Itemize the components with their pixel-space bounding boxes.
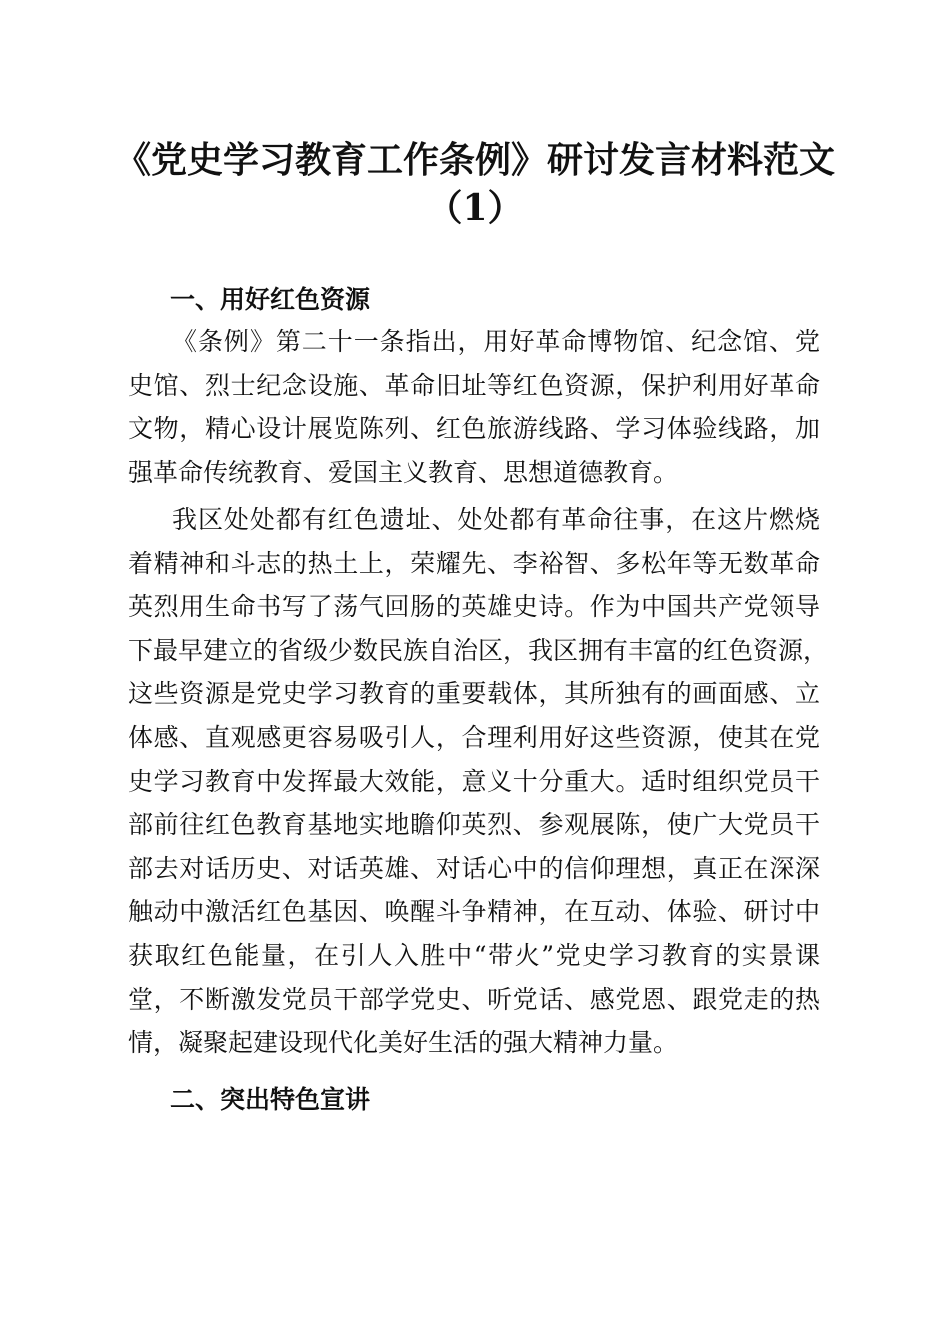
paragraph-line: 情，凝聚起建设现代化美好生活的强大精神力量。 [128,1028,679,1058]
paragraph-line: 英烈用生命书写了荡气回肠的英雄史诗。作为中国共产党领导 [128,592,820,622]
paragraph-line: 堂，不断激发党员干部学党史、听党话、感党恩、跟党走的热 [128,984,820,1014]
paragraph-line: 强革命传统教育、爱国主义教育、思想道德教育。 [128,457,679,487]
document-title-line-1: 《党史学习教育工作条例》研讨发言材料范文 [114,139,835,181]
paragraph-line: 《条例》第二十一条指出，用好革命博物馆、纪念馆、党 [172,327,820,356]
paragraph-line: 下最早建立的省级少数民族自治区，我区拥有丰富的红色资源， [128,635,829,665]
paragraph-line: 着精神和斗志的热土上，荣耀先、李裕智、多松年等无数革命 [128,548,820,578]
paragraph-line: 获取红色能量，在引人入胜中“带火”党史学习教育的实景课 [128,940,820,970]
paragraph-line: 我区处处都有红色遗址、处处都有革命往事，在这片燃烧 [172,505,820,534]
document-title-line-2: （1） [426,187,524,229]
paragraph-line: 部去对话历史、对话英雄、对话心中的信仰理想，真正在深深 [128,853,820,883]
paragraph-line: 触动中激活红色基因、唤醒斗争精神，在互动、体验、研讨中 [128,897,820,927]
paragraph-line: 体感、直观感更容易吸引人，合理利用好这些资源，使其在党 [128,722,820,752]
paragraph-line: 部前往红色教育基地实地瞻仰英烈、参观展陈，使广大党员干 [128,810,820,840]
section-heading-1: 一、用好红色资源 [170,285,371,314]
paragraph-line: 这些资源是党史学习教育的重要载体，其所独有的画面感、立 [128,679,820,709]
paragraph-line: 史馆、烈士纪念设施、革命旧址等红色资源，保护利用好革命 [128,370,820,400]
paragraph-line: 史学习教育中发挥最大效能，意义十分重大。适时组织党员干 [128,766,820,796]
paragraph-1 [128,320,820,494]
paragraph-2 [128,498,829,1065]
paragraph-line: 文物，精心设计展览陈列、红色旅游线路、学习体验线路，加 [128,414,820,444]
section-heading-2: 二、突出特色宣讲 [170,1085,371,1114]
